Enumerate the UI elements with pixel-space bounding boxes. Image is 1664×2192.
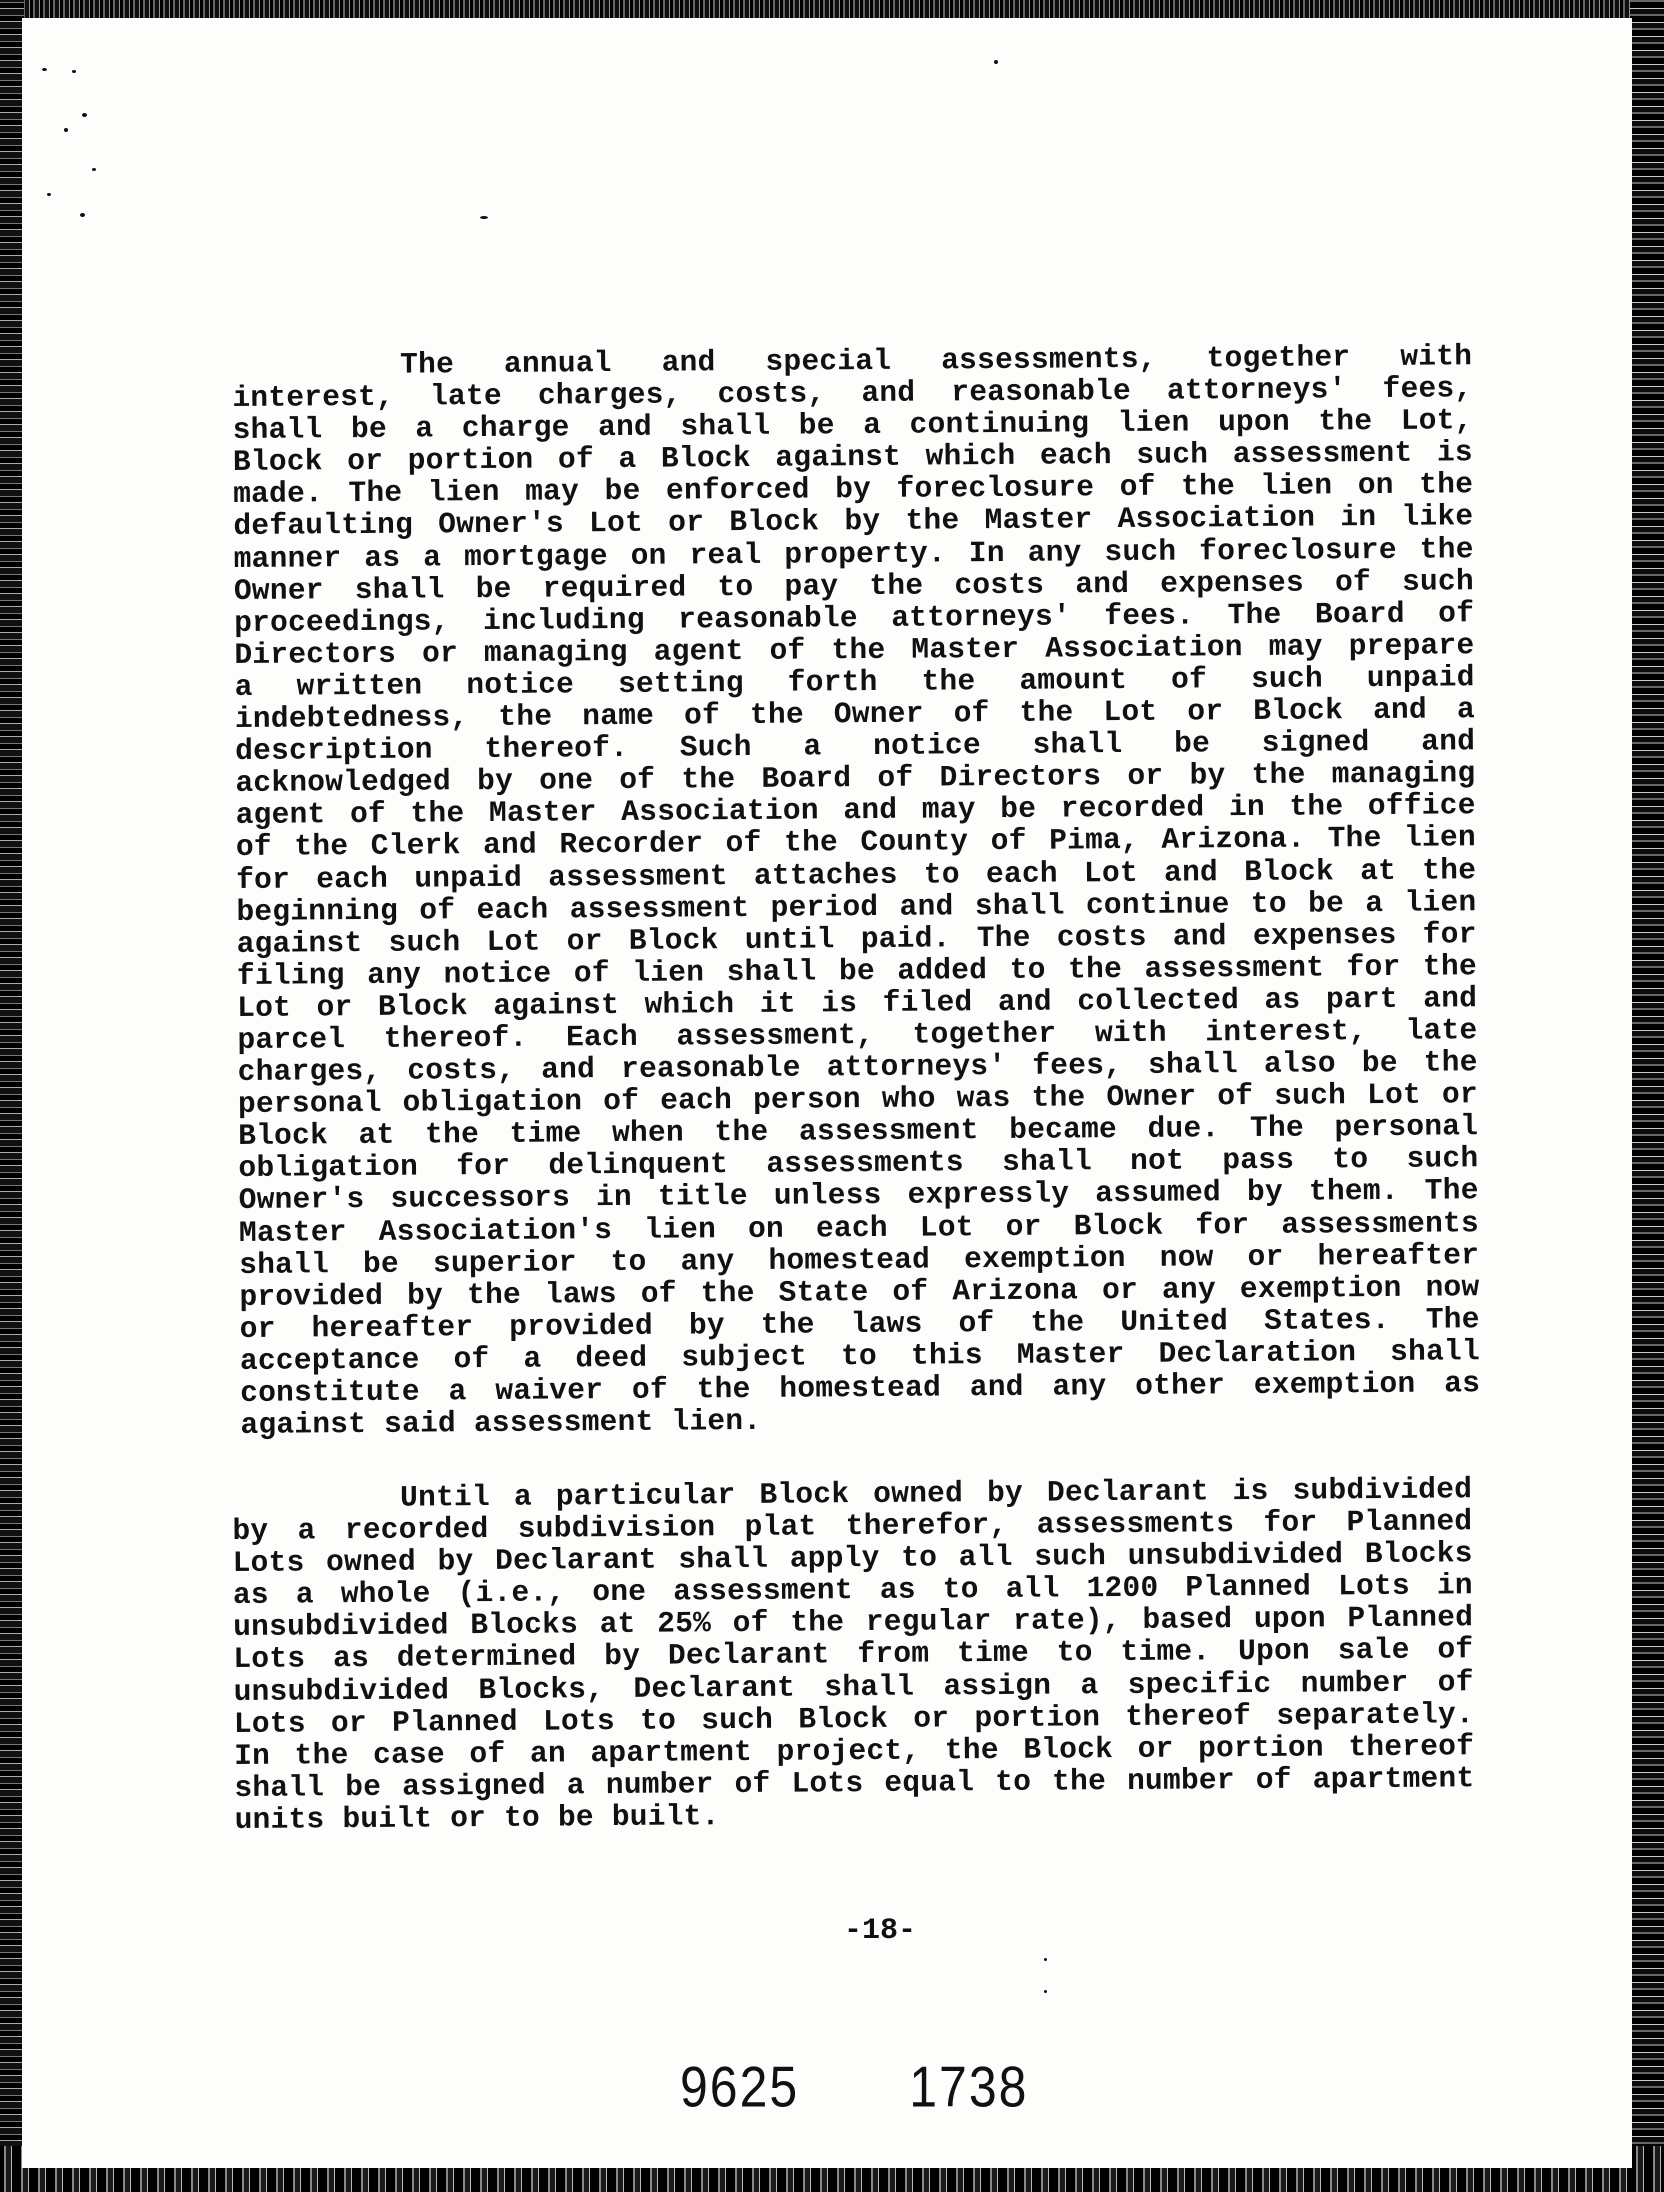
text-line: units built or to be built.: [234, 1799, 720, 1837]
unsubdivided-blocks-paragraph: [232, 1473, 1475, 1836]
text-line: a written notice setting forth the amount of such unpaid: [234, 660, 1475, 704]
text-line: parcel thereof. Each assessment, together with interest, late: [237, 1013, 1478, 1057]
scan-speck: [42, 68, 47, 71]
text-line: Owner's successors in title unless expressly assumed by them. The: [238, 1173, 1479, 1218]
text-line: Block at the time when the assessment became due. The personal: [238, 1109, 1479, 1154]
text-line: unsubdivided Blocks, Declarant shall assign a specific number of: [233, 1664, 1474, 1709]
text-line: for each unpaid assessment attaches to each Lot and Block at the: [236, 852, 1477, 897]
text-line: provided by the laws of the State of Arizona or any exemption now: [239, 1269, 1480, 1314]
scan-edge-right: [1630, 0, 1664, 2192]
text-line: shall be assigned a number of Lots equal to the number of apartment: [234, 1761, 1475, 1805]
text-line: shall be a charge and shall be a continuing lien upon the Lot,: [232, 403, 1473, 448]
text-line: interest, late charges, costs, and reasonable attorneys' fees,: [232, 371, 1473, 416]
text-line: filing any notice of lien shall be added to the assessment for the: [236, 949, 1478, 993]
text-line: or hereafter provided by the laws of the United States. The: [239, 1302, 1480, 1346]
text-line: by a recorded subdivision plat therefor, assessments for Planned: [232, 1504, 1473, 1549]
scan-speck: [92, 168, 96, 171]
scan-speck: [994, 60, 998, 64]
text-line: Lots as determined by Declarant from time to time. Upon sale of: [233, 1632, 1474, 1677]
text-line: Block or portion of a Block against which each such assessment is: [232, 435, 1473, 480]
text-line: shall be superior to any homestead exemption now or hereafter: [239, 1237, 1480, 1282]
text-line: In the case of an apartment project, the Block or portion thereof: [234, 1729, 1475, 1773]
scan-speck: [480, 216, 488, 219]
text-line: obligation for delinquent assessments shall not pass to such: [238, 1141, 1479, 1186]
text-line: Owner shall be required to pay the costs and expenses of such: [233, 563, 1474, 608]
text-line: Lots or Planned Lots to such Block or portion thereof separately.: [233, 1696, 1474, 1741]
page-number: -18-: [843, 1914, 916, 1948]
text-line: unsubdivided Blocks at 25% of the regular rate), based upon Planned: [233, 1600, 1474, 1645]
text-line: acknowledged by one of the Board of Directors or by the managing: [235, 756, 1476, 801]
text-line: against said assessment lien.: [240, 1403, 762, 1443]
text-line: Lot or Block against which it is filed and collected as part and: [237, 981, 1478, 1025]
text-line: beginning of each assessment period and shall continue to be a lien: [236, 884, 1477, 929]
docket-number: 9625: [680, 2054, 800, 2120]
scan-speck: [1044, 1958, 1047, 1961]
text-line: Lots owned by Declarant shall apply to all such unsubdivided Blocks: [232, 1536, 1473, 1581]
text-line: defaulting Owner's Lot or Block by the Master Association in like: [233, 499, 1474, 544]
text-line: agent of the Master Association and may be recorded in the office: [235, 788, 1476, 833]
text-line: Master Association's lien on each Lot or Block for assessments: [238, 1205, 1480, 1250]
docket-page-number: 1738: [909, 2054, 1029, 2120]
text-line: Directors or managing agent of the Master Association may prepare: [234, 628, 1475, 672]
assessment-lien-paragraph: [232, 340, 1481, 1441]
scan-speck: [80, 213, 85, 217]
text-line: of the Clerk and Recorder of the County of Pima, Arizona. The lien: [235, 820, 1477, 865]
text-line: indebtedness, the name of the Owner of the Lot or Block and a: [234, 692, 1475, 737]
text-line: as a whole (i.e., one assessment as to all 1200 Planned Lots in: [232, 1568, 1473, 1613]
scan-edge-left: [0, 0, 24, 2192]
text-line: proceedings, including reasonable attorneys' fees. The Board of: [234, 596, 1475, 640]
text-line: made. The lien may be enforced by foreclosure of the lien on the: [233, 467, 1474, 512]
text-line: constitute a waiver of the homestead and any other exemption as: [240, 1366, 1481, 1410]
text-line: manner as a mortgage on real property. In any such foreclosure the: [233, 531, 1474, 576]
scan-speck: [1044, 1990, 1047, 1993]
recording-stamp: [680, 2054, 1028, 2121]
scan-speck: [47, 193, 51, 196]
scan-speck: [72, 70, 76, 73]
text-line: personal obligation of each person who was the Owner of such Lot or: [237, 1077, 1479, 1122]
text-line: acceptance of a deed subject to this Master Declaration shall: [239, 1334, 1481, 1378]
text-line: Until a particular Block owned by Declarant is subdivided: [399, 1472, 1473, 1515]
text-line: charges, costs, and reasonable attorneys' fees, shall also be the: [237, 1045, 1478, 1090]
text-line: The annual and special assessments, together with: [399, 339, 1473, 382]
text-line: against such Lot or Block until paid. The costs and expenses for: [236, 916, 1477, 961]
scan-speck: [64, 128, 68, 132]
text-line: description thereof. Such a notice shall be signed and: [235, 724, 1476, 769]
scan-speck: [82, 113, 87, 117]
